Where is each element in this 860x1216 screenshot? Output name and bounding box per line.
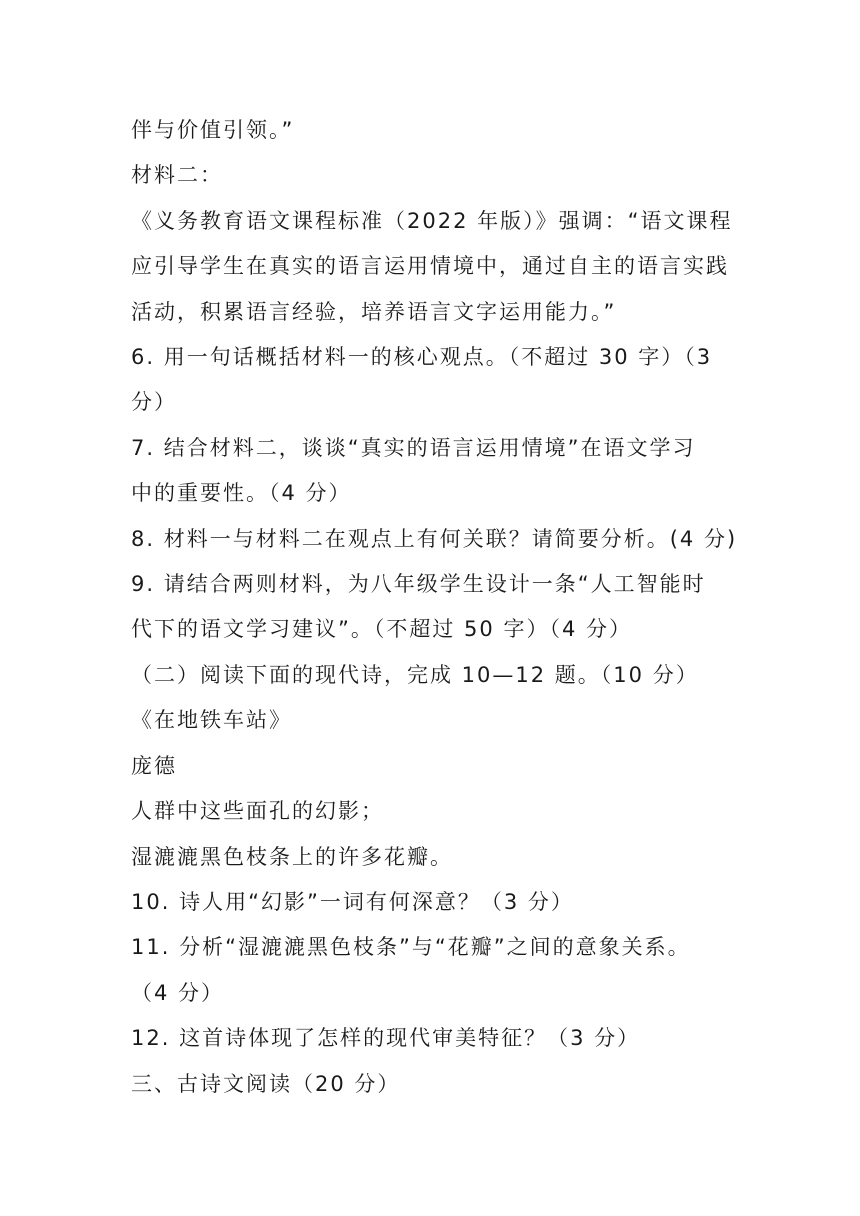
material-two-heading: 材料二：	[131, 163, 223, 188]
poem-line: 湿漉漉黑色枝条上的许多花瓣。	[131, 844, 453, 869]
text-line: 《义务教育语文课程标准（2022 年版）》强调：“语文课程	[131, 208, 733, 233]
document-page	[131, 108, 738, 1107]
text-line: 活动，积累语言经验，培养语言文字运用能力。”	[131, 299, 617, 324]
section-heading: （二）阅读下面的现代诗，完成 10—12 题。（10 分）	[131, 662, 699, 687]
question-9: 9. 请结合两则材料，为八年级学生设计一条“人工智能时	[131, 572, 706, 597]
text-line: （4 分）	[131, 980, 225, 1005]
question-7: 7. 结合材料二，谈谈“真实的语言运用情境”在语文学习	[131, 435, 696, 460]
question-6: 6. 用一句话概括材料一的核心观点。（不超过 30 字）（3	[131, 345, 713, 370]
question-8: 8. 材料一与材料二在观点上有何关联？请简要分析。(4 分)	[131, 526, 738, 551]
text-line: 应引导学生在真实的语言运用情境中，通过自主的语言实践	[131, 254, 729, 279]
poem-title: 《在地铁车站》	[131, 708, 292, 733]
section-heading: 三、古诗文阅读（20 分）	[131, 1071, 401, 1096]
text-line: 分）	[131, 390, 177, 415]
text-line: 中的重要性。（4 分）	[131, 481, 352, 506]
question-10: 10. 诗人用“幻影”一词有何深意？（3 分）	[131, 889, 574, 914]
poem-line: 人群中这些面孔的幻影；	[131, 799, 384, 824]
question-12: 12. 这首诗体现了怎样的现代审美特征？（3 分）	[131, 1026, 641, 1051]
text-line: 代下的语文学习建议”。（不超过 50 字）（4 分）	[131, 617, 632, 642]
text-line: 伴与价值引领。”	[131, 118, 295, 142]
question-11: 11. 分析“湿漉漉黑色枝条”与“花瓣”之间的意象关系。	[131, 935, 691, 960]
poem-author: 庞德	[131, 753, 177, 778]
